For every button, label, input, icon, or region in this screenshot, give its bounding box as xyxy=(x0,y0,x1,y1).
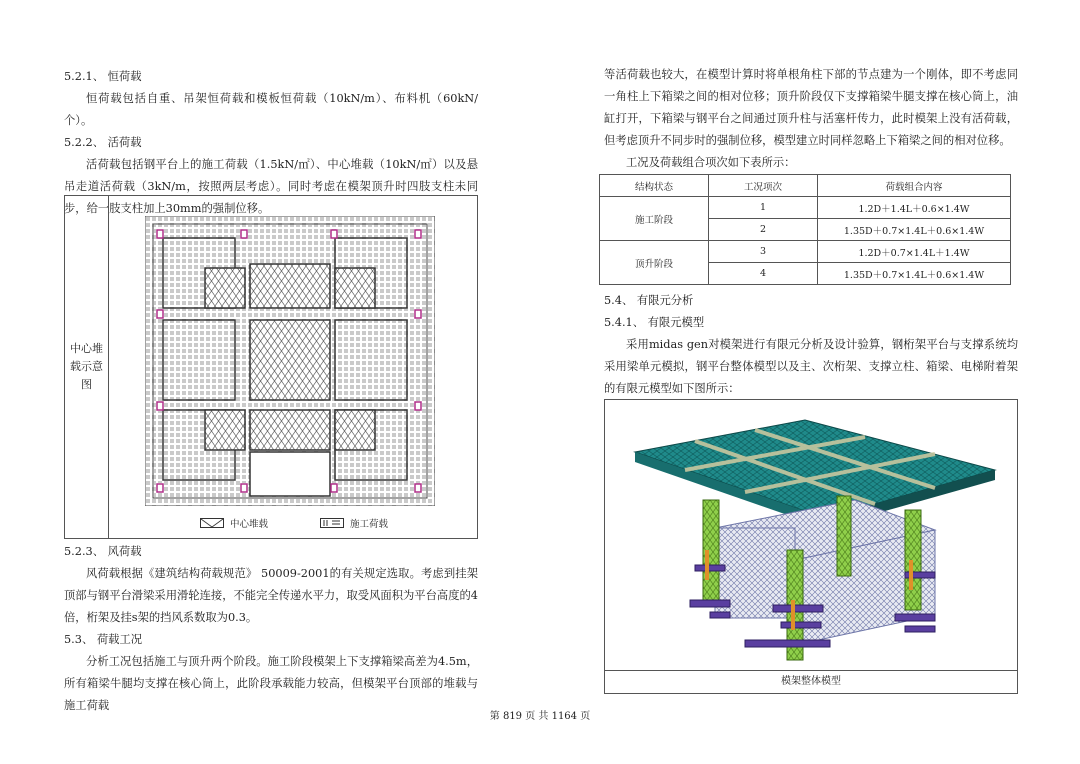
section-5-2-2-title: 5.2.2、 活荷载 xyxy=(64,136,142,149)
table-intro: 工况及荷载组合项次如下表所示： xyxy=(626,156,796,169)
table-header-row xyxy=(600,175,1011,197)
section-5-3-text: 分析工况包括施工与顶升两个阶段。施工阶段模架上下支撑箱梁高差为4.5m，所有箱梁牛腿均支撑在核心筒上，此阶段承载能力较高，但模架平台顶部的堆载与施工荷载 xyxy=(64,655,478,712)
floor-plan-diagram xyxy=(145,216,435,506)
fe-model-caption: 模架整体模型 xyxy=(605,670,1017,693)
table-cell-combo: 1.2D＋0.7×1.4L＋1.4W xyxy=(818,241,1011,263)
fe-model-figure xyxy=(604,399,1018,694)
section-5-2-3-text: 风荷载根据《建筑结构荷载规范》 50009-2001的有关规定选取。考虑到挂架顶部与钢平台滑梁采用滑轮连接，不能完全传递水平力，取受风面积为平台高度的4倍，桁架及挂s架的挡风系数取为0.3。 xyxy=(64,567,478,624)
legend-construction-swatch xyxy=(320,518,344,528)
table-cell-stage: 顶升阶段 xyxy=(600,241,709,285)
section-5-4-1-title: 5.4.1、 有限元模型 xyxy=(604,316,705,329)
section-5-2-1-title: 5.2.1、 恒荷载 xyxy=(64,70,142,83)
table-cell-no: 1 xyxy=(709,197,818,219)
load-combination-table xyxy=(599,174,1011,285)
continued-text: 等活荷载也较大，在模型计算时将单根角柱下部的节点建为一个刚体，即不考虑同一角柱上下箱梁之间的相对位移；顶升阶段仅下支撑箱梁牛腿支撑在核心筒上，油缸打开，下箱梁与钢平台之间通过顶升柱与活塞杆传力，此时模架上没有活荷载，但考虑顶升不同步时的强制位移，模型建立时同样忽略上下箱梁之间的相对位移。 xyxy=(604,68,1018,147)
left-column-lower xyxy=(64,541,478,717)
right-column-lower xyxy=(604,290,1018,400)
legend-center-label: 中心堆载 xyxy=(230,519,269,530)
table-cell-combo: 1.35D＋0.7×1.4L＋0.6×1.4W xyxy=(818,263,1011,285)
section-5-2-2-text: 活荷载包括钢平台上的施工荷载（1.5kN/㎡）、中心堆载（10kN/㎡）以及悬吊走道活荷载（3kN/m，按照两层考虑）。同时考虑在模架顶升时四肢支柱未同步，给一肢支柱加上30mm的强制位移。 xyxy=(64,158,478,215)
section-5-4-1-text: 采用midas gen对模架进行有限元分析及设计验算，钢桁架平台与支撑系统均采用梁单元模拟，钢平台整体模型以及主、次桁架、支撑立柱、箱梁、电梯附着架的有限元模型如下图所示： xyxy=(604,338,1018,395)
legend-construction-label: 施工荷载 xyxy=(350,519,389,530)
table-cell-stage: 施工阶段 xyxy=(600,197,709,241)
table-row xyxy=(600,241,1011,263)
fe-model-render xyxy=(605,400,1017,670)
figure-legend xyxy=(200,516,388,530)
section-5-2-1-text: 恒荷载包括自重、吊架恒荷载和模板恒荷载（10kN/m）、布料机（60kN/个）。 xyxy=(64,92,478,127)
table-header-cell: 结构状态 xyxy=(600,175,709,197)
table-cell-no: 4 xyxy=(709,263,818,285)
figure-label: 中心堆载示意图 xyxy=(65,196,109,538)
section-5-2-3-title: 5.2.3、 风荷载 xyxy=(64,545,142,558)
table-cell-no: 2 xyxy=(709,219,818,241)
section-5-4-title: 5.4、 有限元分析 xyxy=(604,294,694,307)
right-column xyxy=(604,64,1018,174)
center-load-figure xyxy=(64,195,478,539)
table-header-cell: 工况项次 xyxy=(709,175,818,197)
table-cell-no: 3 xyxy=(709,241,818,263)
section-5-3-title: 5.3、 荷载工况 xyxy=(64,633,143,646)
table-cell-combo: 1.35D＋0.7×1.4L＋0.6×1.4W xyxy=(818,219,1011,241)
legend-center-swatch xyxy=(200,518,224,528)
table-cell-combo: 1.2D＋1.4L＋0.6×1.4W xyxy=(818,197,1011,219)
page-footer: 第 819 页 共 1164 页 xyxy=(489,711,591,722)
table-header-cell: 荷载组合内容 xyxy=(818,175,1011,197)
table-row xyxy=(600,197,1011,219)
